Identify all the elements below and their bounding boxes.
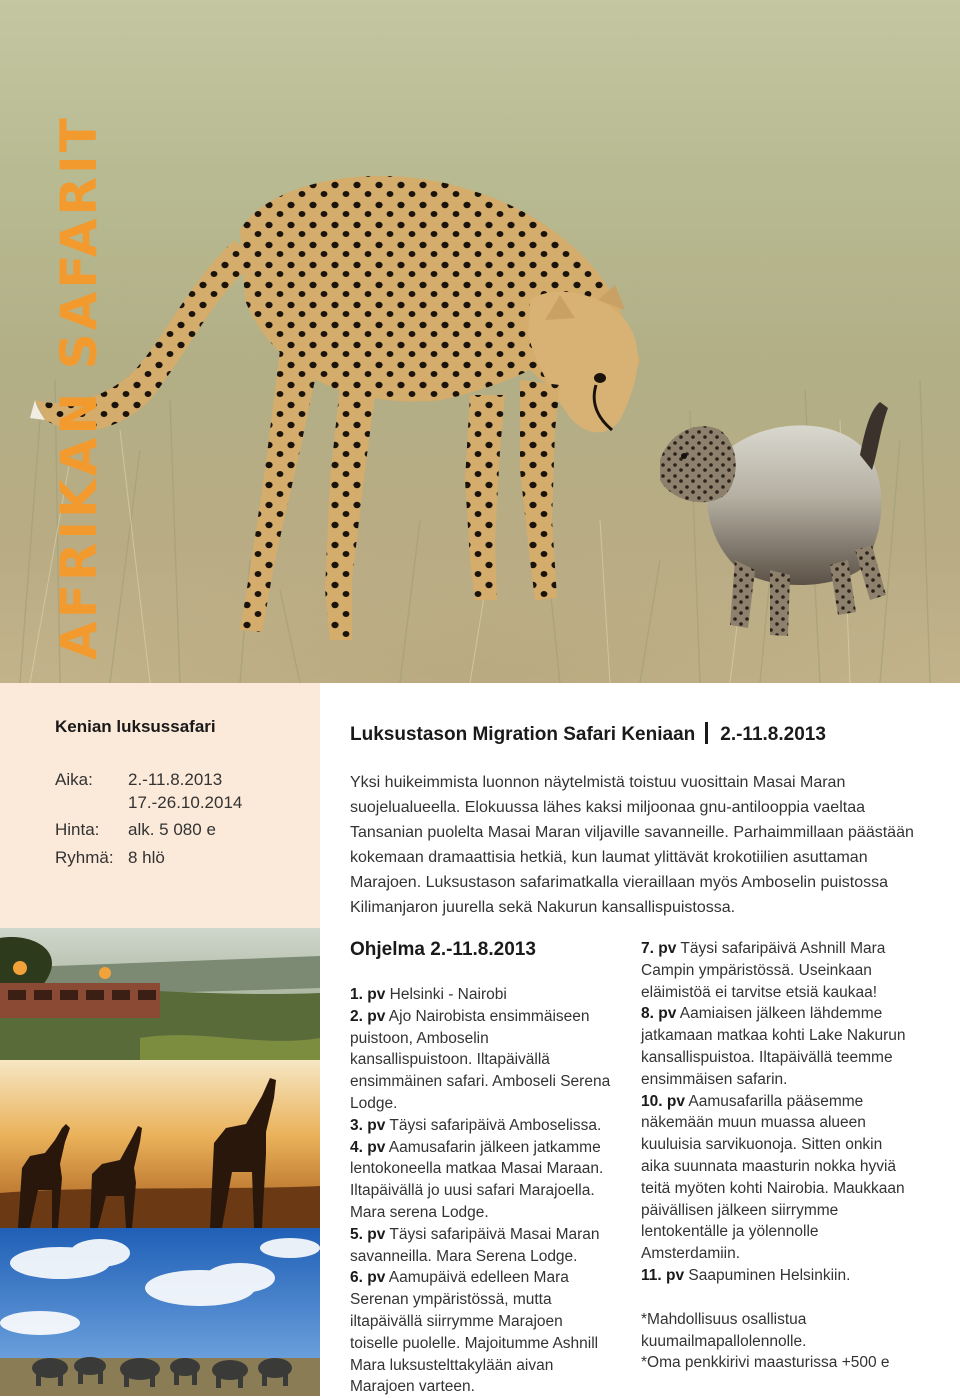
tour-dates: 2.-11.8.2013 [720,724,826,745]
info-label: Aika: [55,770,93,789]
tour-title: Luksustason Migration Safari Keniaan [350,724,696,745]
day-number: 2. pv [350,1007,386,1025]
info-value: 8 hlö [128,848,165,867]
day-number: 5. pv [350,1225,386,1243]
elephants-photo [0,1228,320,1396]
giraffe-photo [0,1060,320,1228]
program-day [350,1137,612,1224]
day-number: 6. pv [350,1269,386,1287]
day-number: 1. pv [350,986,386,1003]
day-text: Aamusafarin jälkeen jatkamme lentokoneella matkaa Masai Maraan. Iltapäivällä jo uusi safari Marajoella. Mara serena Lodge. [350,1138,604,1221]
intro-text [350,770,925,920]
photo-column [0,928,320,1396]
info-value: 17.-26.10.2014 [128,793,243,812]
info-row-time [55,770,222,790]
program-day [641,938,911,1003]
day-number: 3. pv [350,1116,386,1134]
day-text: Aamiaisen jälkeen lähdemme jatkamaan matkaa kohti Lake Nakurun kansallispuistoa. Iltapäivällä teemme ensimmäisen safarin. [641,1005,906,1088]
day-number: 10. pv [641,1092,685,1110]
info-row-price [55,820,216,840]
info-label: Ryhmä: [55,848,114,867]
day-number: 7. pv [641,940,677,957]
info-row-group [55,848,165,868]
footnote-seat-row: *Oma penkkirivi maasturissa +500 e [641,1354,890,1372]
tour-heading [350,722,826,746]
program-day [350,1224,612,1268]
day-number: 4. pv [350,1138,386,1156]
info-value: 2.-11.8.2013 [128,770,223,789]
program-title: Ohjelma 2.-11.8.2013 [350,939,536,960]
info-label: Hinta: [55,820,100,839]
trip-info-panel [0,683,320,928]
day-text: Täysi safaripäivä Masai Maran savanneilla. Mara Serena Lodge. [350,1225,600,1265]
day-text: Täysi safaripäivä Ashnill Mara Campin ympäristössä. Useinkaan eläimistöä ei tarvitse etsiä kaukaa! [641,940,886,1001]
intro-paragraph: Yksi huikeimmista luonnon näytelmistä toistuu vuosittain Masai Maran suojelualueella. Elokuussa lähes kaksi miljoonaa gnu-antilooppia vaeltaa Tansanian puolelta Masai Maran viljaville savanneille. Parhaimmillaan päästään kokemaan dramaattisia hetkiä, kun laumat ylittävät krokotiilien asuttaman Marajoen. Luksustason safarimatkalla vieraillaan myös Amboselin puistossa Kilimanjaron juurella sekä Nakurun kansallispuistossa. [350,774,914,916]
vertical-title [48,115,110,660]
program-column-1 [350,938,612,1398]
day-number: 11. pv [641,1266,685,1284]
program-day [350,984,612,1006]
program-day [350,1006,612,1115]
day-text: Helsinki - Nairobi [389,986,507,1003]
heading-separator [705,722,708,744]
day-text: Aamupäivä edelleen Mara Serenan ympäristössä, mutta iltapäivällä siirrymme Marajoen toiselle puolelle. Majoitumme Ashnill Mara luksustelttakylään aivan Marajoen varteen. [350,1269,599,1396]
trip-name: Kenian luksussafari [55,717,216,736]
program-day [641,1265,911,1287]
program-day [641,1091,911,1265]
info-value: alk. 5 080 e [128,820,216,839]
lodge-photo [0,928,320,1060]
day-number: 8. pv [641,1005,677,1023]
footnote-balloon: *Mahdollisuus osallistua kuumailmapallolennolle. [641,1310,807,1350]
photo-collage [0,928,320,1396]
day-text: Saapuminen Helsinkiin. [688,1266,851,1284]
program-day [641,1003,911,1090]
cheetah-illustration [0,0,960,683]
info-row-time-2 [55,793,242,813]
program-day [350,1115,612,1137]
day-text: Aamusafarilla pääsemme näkemään muun muassa alueen kuuluisia sarvikuonoja. Sitten onkin aika suunnata maasturin nokka hyviä teitä myöten kohti Nairobia. Maukkaan päivällisen jälkeen siirrymme lentokentälle ja yölennolle Amsterdamiin. [641,1092,905,1263]
day-text: Täysi safaripäivä Amboselissa. [389,1116,602,1134]
hero-cheetah-photo [0,0,960,683]
program-column-2 [641,938,911,1374]
program-day [350,1267,612,1398]
day-text: Ajo Nairobista ensimmäiseen puistoon, Amboselin kansallispuistoon. Iltapäivällä ensimmäinen safari. Amboseli Serena Lodge. [350,1007,611,1112]
vertical-title-text: AFRIKAN SAFARIT [50,115,108,660]
